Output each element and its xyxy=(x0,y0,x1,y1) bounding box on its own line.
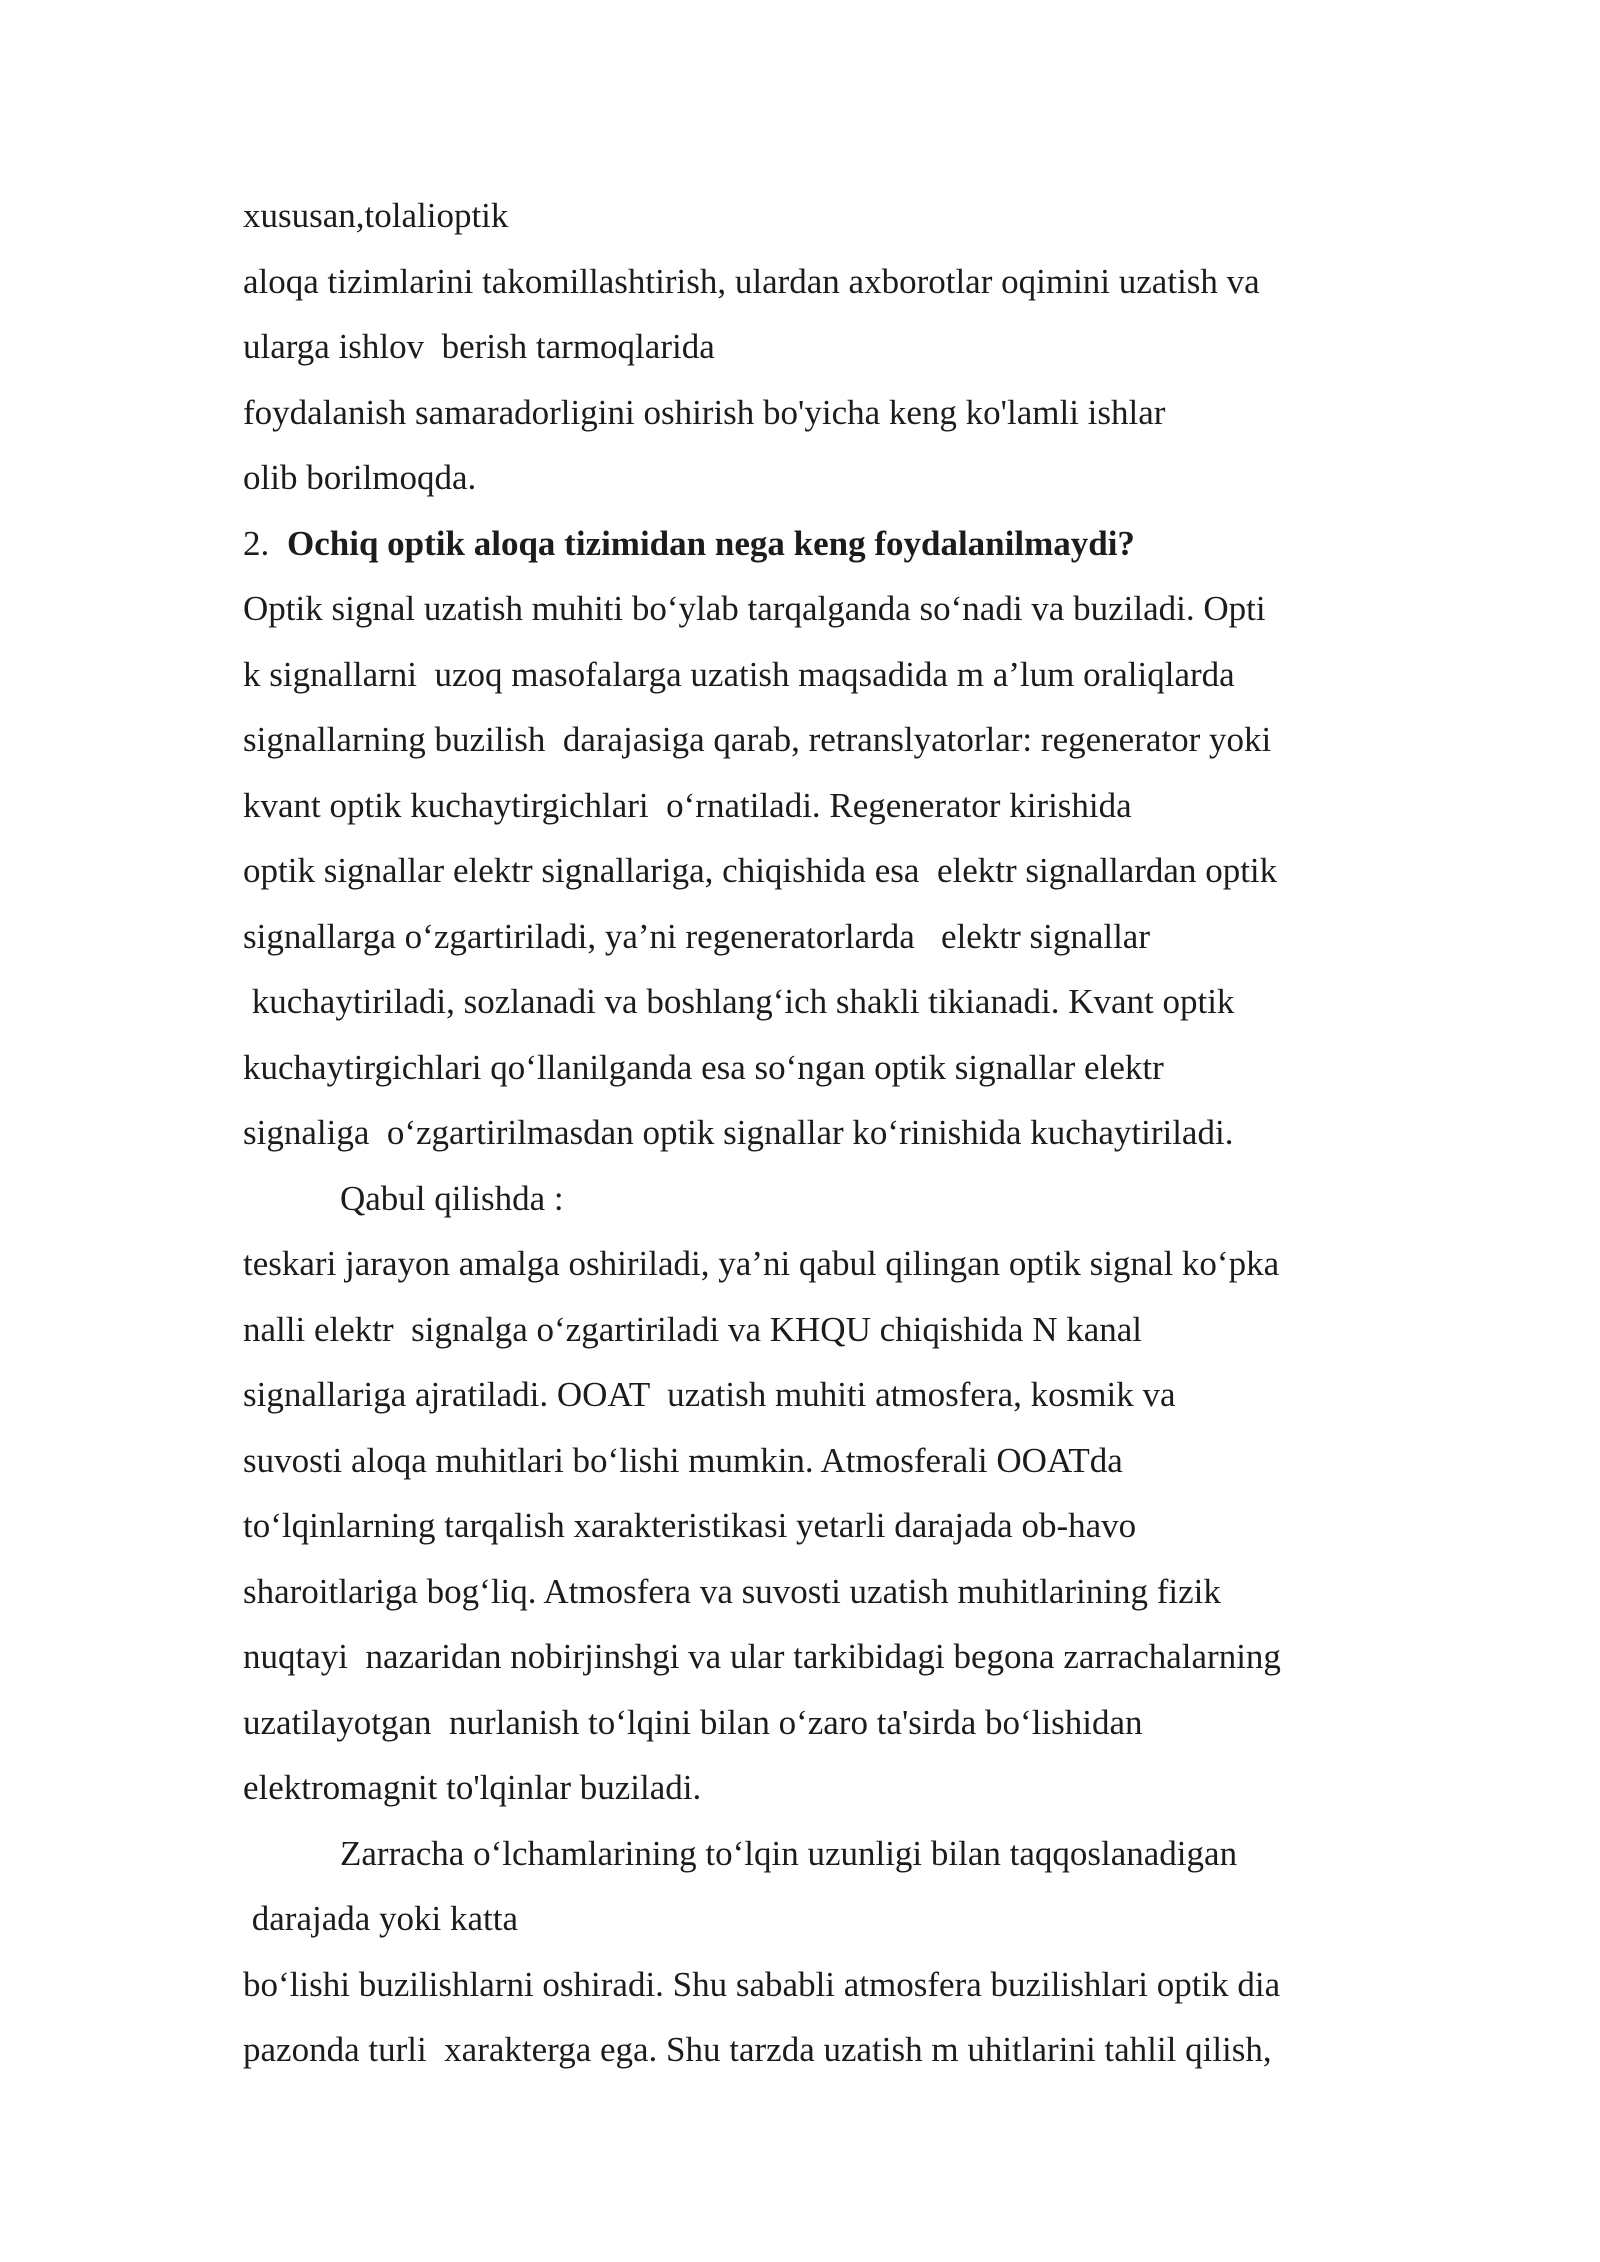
text-line: kuchaytirgichlari qo‘llanilganda esa so‘ngan optik signallar elektr xyxy=(243,1048,1164,1087)
text-line: xususan,tolalioptik xyxy=(243,196,509,235)
text-line: elektromagnit to'lqinlar buziladi. xyxy=(243,1768,702,1807)
text-line: signallarning buzilish darajasiga qarab, retranslyatorlar: regenerator yoki xyxy=(243,720,1272,759)
question-heading: Ochiq optik aloqa tizimidan nega keng foydalanilmaydi? xyxy=(287,524,1135,563)
text-line: optik signallar elektr signallariga, chiqishida esa elektr signallardan optik xyxy=(243,851,1278,890)
text-line: kuchaytiriladi, sozlanadi va boshlang‘ich shakli tikianadi. Kvant optik xyxy=(243,982,1235,1021)
text-line: Qabul qilishda : xyxy=(340,1179,564,1218)
text-line: bo‘lishi buzilishlarni oshiradi. Shu sababli atmosfera buzilishlari optik dia xyxy=(243,1965,1281,2004)
text-line: signallariga ajratiladi. OOAT uzatish muhiti atmosfera, kosmik va xyxy=(243,1375,1176,1414)
text-line: suvosti aloqa muhitlari bo‘lishi mumkin. Atmosferali OOATda xyxy=(243,1441,1123,1480)
text-line: ularga ishlov berish tarmoqlarida xyxy=(243,327,715,366)
text-line: signallarga o‘zgartiriladi, ya’ni regeneratorlarda elektr signallar xyxy=(243,917,1150,956)
text-line: nuqtayi nazaridan nobirjinshgi va ular tarkibidagi begona zarrachalarning xyxy=(243,1637,1281,1676)
text-line: nalli elektr signalga o‘zgartiriladi va KHQU chiqishida N kanal xyxy=(243,1310,1143,1349)
text-line: darajada yoki katta xyxy=(243,1899,519,1938)
text-line: uzatilayotgan nurlanish to‘lqini bilan o‘zaro ta'sirda bo‘lishidan xyxy=(243,1703,1143,1742)
text-line: signaliga o‘zgartirilmasdan optik signallar ko‘rinishida kuchaytiriladi. xyxy=(243,1113,1234,1152)
text-line: foydalanish samaradorligini oshirish bo'yicha keng ko'lamli ishlar xyxy=(243,393,1166,432)
text-line: k signallarni uzoq masofalarga uzatish maqsadida m a’lum oraliqlarda xyxy=(243,655,1235,694)
question-number: 2. xyxy=(243,524,270,563)
text-line: to‘lqinlarning tarqalish xarakteristikasi yetarli darajada ob-havo xyxy=(243,1506,1137,1545)
text-line: olib borilmoqda. xyxy=(243,458,477,497)
text-line: pazonda turli xarakterga ega. Shu tarzda uzatish m uhitlarini tahlil qilish, xyxy=(243,2030,1272,2069)
text-line: sharoitlariga bog‘liq. Atmosfera va suvosti uzatish muhitlarining fizik xyxy=(243,1572,1221,1611)
text-line: kvant optik kuchaytirgichlari o‘rnatiladi. Regenerator kirishida xyxy=(243,786,1132,825)
text-line: Optik signal uzatish muhiti bo‘ylab tarqalganda so‘nadi va buziladi. Opti xyxy=(243,589,1266,628)
text-line: teskari jarayon amalga oshiriladi, ya’ni qabul qilingan optik signal ko‘pka xyxy=(243,1244,1280,1283)
text-line: Zarracha o‘lchamlarining to‘lqin uzunligi bilan taqqoslanadigan xyxy=(340,1834,1238,1873)
text-line: aloqa tizimlarini takomillashtirish, ulardan axborotlar oqimini uzatish va xyxy=(243,262,1260,301)
